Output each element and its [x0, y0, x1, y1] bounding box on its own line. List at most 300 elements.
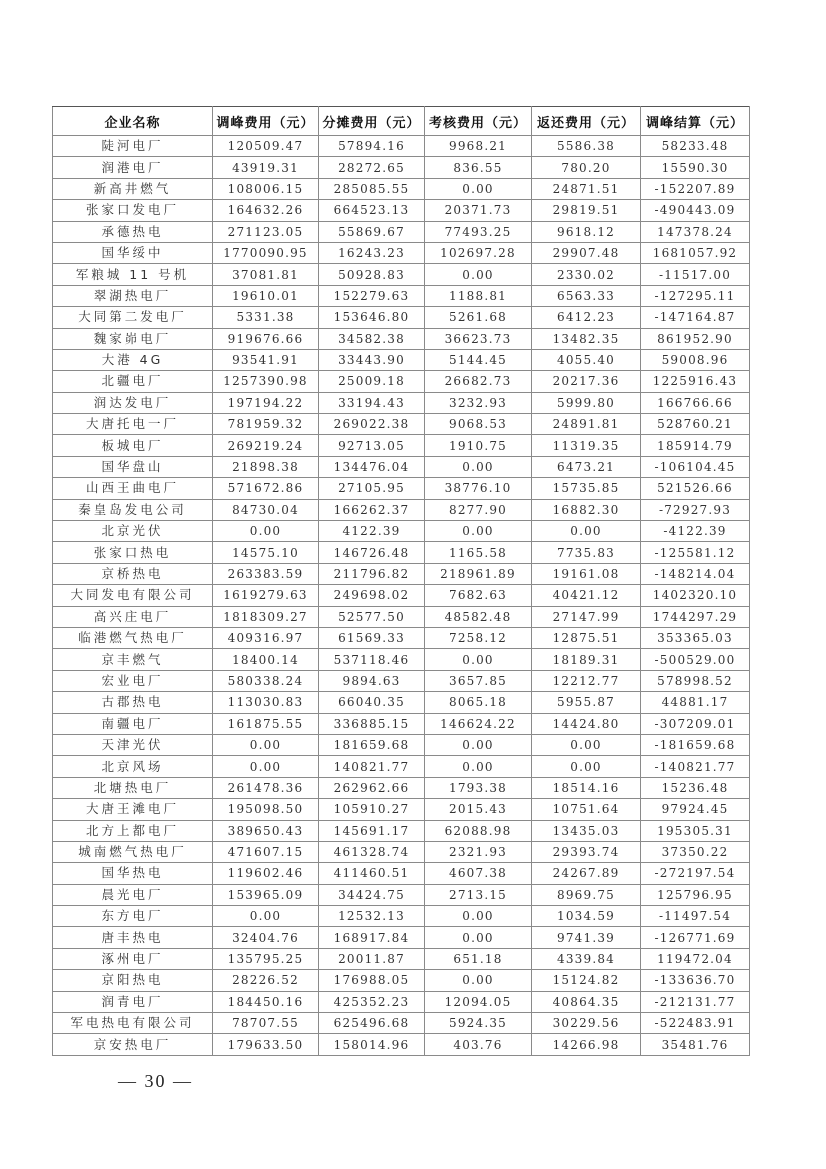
cell-peak-settlement: 35481.76 [641, 1034, 750, 1055]
cell-peak-settlement: -500529.00 [641, 649, 750, 670]
table-row [53, 692, 750, 713]
cell-share-fee: 57894.16 [319, 136, 425, 157]
table-row [53, 948, 750, 969]
cell-peak-fee: 409316.97 [213, 627, 319, 648]
cell-refund-fee: 12212.77 [532, 670, 641, 691]
cell-share-fee: 425352.23 [319, 991, 425, 1012]
cell-share-fee: 61569.33 [319, 627, 425, 648]
cell-peak-settlement: 195305.31 [641, 820, 750, 841]
cell-refund-fee: 16882.30 [532, 499, 641, 520]
cell-share-fee: 34582.38 [319, 328, 425, 349]
cell-peak-settlement: 119472.04 [641, 948, 750, 969]
cell-refund-fee: 5999.80 [532, 392, 641, 413]
cell-company-name: 北京光伏 [53, 521, 213, 542]
cell-assessment-fee: 8065.18 [425, 692, 532, 713]
cell-share-fee: 33194.43 [319, 392, 425, 413]
table-header-row [53, 107, 750, 136]
cell-refund-fee: 0.00 [532, 734, 641, 755]
cell-assessment-fee: 8277.90 [425, 499, 532, 520]
cell-refund-fee: 4055.40 [532, 349, 641, 370]
cell-peak-fee: 113030.83 [213, 692, 319, 713]
cell-assessment-fee: 1910.75 [425, 435, 532, 456]
cell-company-name: 大唐托电一厂 [53, 414, 213, 435]
cell-share-fee: 625496.68 [319, 1013, 425, 1034]
table-row [53, 713, 750, 734]
cell-peak-settlement: 58233.48 [641, 136, 750, 157]
table-row [53, 521, 750, 542]
page-number: — 30 — [118, 1071, 193, 1091]
cell-peak-settlement: -272197.54 [641, 863, 750, 884]
cell-peak-settlement: -127295.11 [641, 285, 750, 306]
table-row [53, 1013, 750, 1034]
table-row [53, 777, 750, 798]
table-row [53, 264, 750, 285]
cell-share-fee: 285085.55 [319, 178, 425, 199]
cell-company-name: 宏业电厂 [53, 670, 213, 691]
cell-refund-fee: 29819.51 [532, 200, 641, 221]
cell-assessment-fee: 20371.73 [425, 200, 532, 221]
cell-share-fee: 20011.87 [319, 948, 425, 969]
table-row [53, 499, 750, 520]
cell-peak-fee: 197194.22 [213, 392, 319, 413]
cell-peak-fee: 0.00 [213, 756, 319, 777]
cell-peak-fee: 389650.43 [213, 820, 319, 841]
cell-company-name: 大同发电有限公司 [53, 585, 213, 606]
cell-peak-fee: 108006.15 [213, 178, 319, 199]
cell-share-fee: 52577.50 [319, 606, 425, 627]
table-row [53, 820, 750, 841]
cell-assessment-fee: 5261.68 [425, 307, 532, 328]
cell-share-fee: 145691.17 [319, 820, 425, 841]
cell-assessment-fee: 1165.58 [425, 542, 532, 563]
settlement-table [52, 106, 750, 1056]
cell-peak-fee: 135795.25 [213, 948, 319, 969]
cell-peak-settlement: 147378.24 [641, 221, 750, 242]
cell-share-fee: 168917.84 [319, 927, 425, 948]
cell-company-name: 张家口发电厂 [53, 200, 213, 221]
table-row [53, 414, 750, 435]
cell-peak-fee: 269219.24 [213, 435, 319, 456]
cell-refund-fee: 0.00 [532, 756, 641, 777]
cell-peak-settlement: -181659.68 [641, 734, 750, 755]
cell-assessment-fee: 48582.48 [425, 606, 532, 627]
cell-share-fee: 249698.02 [319, 585, 425, 606]
cell-share-fee: 4122.39 [319, 521, 425, 542]
cell-peak-settlement: 1225916.43 [641, 371, 750, 392]
cell-share-fee: 50928.83 [319, 264, 425, 285]
cell-company-name: 北塘热电厂 [53, 777, 213, 798]
table-row [53, 756, 750, 777]
cell-share-fee: 34424.75 [319, 884, 425, 905]
cell-assessment-fee: 26682.73 [425, 371, 532, 392]
cell-peak-settlement: 1681057.92 [641, 242, 750, 263]
cell-company-name: 临港燃气热电厂 [53, 627, 213, 648]
cell-refund-fee: 24871.51 [532, 178, 641, 199]
cell-peak-fee: 1257390.98 [213, 371, 319, 392]
table-row [53, 136, 750, 157]
cell-peak-fee: 261478.36 [213, 777, 319, 798]
cell-peak-fee: 0.00 [213, 906, 319, 927]
cell-assessment-fee: 12094.05 [425, 991, 532, 1012]
cell-company-name: 京阳热电 [53, 970, 213, 991]
cell-assessment-fee: 403.76 [425, 1034, 532, 1055]
cell-peak-fee: 19610.01 [213, 285, 319, 306]
cell-assessment-fee: 0.00 [425, 970, 532, 991]
table-row [53, 991, 750, 1012]
cell-share-fee: 9894.63 [319, 670, 425, 691]
cell-peak-settlement: -72927.93 [641, 499, 750, 520]
cell-company-name: 唐丰热电 [53, 927, 213, 948]
cell-peak-settlement: 521526.66 [641, 478, 750, 499]
cell-company-name: 承德热电 [53, 221, 213, 242]
cell-assessment-fee: 2713.15 [425, 884, 532, 905]
cell-company-name: 高兴庄电厂 [53, 606, 213, 627]
cell-company-name: 天津光伏 [53, 734, 213, 755]
cell-peak-fee: 195098.50 [213, 799, 319, 820]
cell-company-name: 京安热电厂 [53, 1034, 213, 1055]
cell-peak-fee: 781959.32 [213, 414, 319, 435]
cell-refund-fee: 14266.98 [532, 1034, 641, 1055]
cell-assessment-fee: 9068.53 [425, 414, 532, 435]
cell-company-name: 大唐王滩电厂 [53, 799, 213, 820]
cell-peak-settlement: -106104.45 [641, 456, 750, 477]
cell-company-name: 北京风场 [53, 756, 213, 777]
cell-peak-fee: 164632.26 [213, 200, 319, 221]
cell-company-name: 陡河电厂 [53, 136, 213, 157]
cell-peak-settlement: 1744297.29 [641, 606, 750, 627]
cell-assessment-fee: 146624.22 [425, 713, 532, 734]
cell-refund-fee: 9618.12 [532, 221, 641, 242]
cell-company-name: 北方上都电厂 [53, 820, 213, 841]
cell-peak-settlement: -307209.01 [641, 713, 750, 734]
cell-peak-fee: 28226.52 [213, 970, 319, 991]
cell-assessment-fee: 102697.28 [425, 242, 532, 263]
cell-company-name: 晨光电厂 [53, 884, 213, 905]
cell-peak-fee: 919676.66 [213, 328, 319, 349]
cell-peak-fee: 0.00 [213, 734, 319, 755]
cell-refund-fee: 780.20 [532, 157, 641, 178]
cell-peak-fee: 1619279.63 [213, 585, 319, 606]
table-row [53, 884, 750, 905]
table-row [53, 157, 750, 178]
header-peak-settlement: 调峰结算（元） [641, 107, 750, 136]
cell-share-fee: 262962.66 [319, 777, 425, 798]
cell-peak-settlement: -522483.91 [641, 1013, 750, 1034]
cell-company-name: 国华盘山 [53, 456, 213, 477]
cell-peak-settlement: 861952.90 [641, 328, 750, 349]
table-row [53, 927, 750, 948]
cell-peak-settlement: -152207.89 [641, 178, 750, 199]
cell-share-fee: 411460.51 [319, 863, 425, 884]
cell-peak-settlement: -125581.12 [641, 542, 750, 563]
cell-refund-fee: 6412.23 [532, 307, 641, 328]
cell-peak-fee: 21898.38 [213, 456, 319, 477]
table-row [53, 200, 750, 221]
table-row [53, 585, 750, 606]
cell-share-fee: 66040.35 [319, 692, 425, 713]
cell-peak-settlement: -490443.09 [641, 200, 750, 221]
cell-refund-fee: 13482.35 [532, 328, 641, 349]
table-row [53, 178, 750, 199]
cell-assessment-fee: 2321.93 [425, 841, 532, 862]
table-row [53, 563, 750, 584]
cell-company-name: 北疆电厂 [53, 371, 213, 392]
cell-assessment-fee: 0.00 [425, 264, 532, 285]
cell-refund-fee: 40864.35 [532, 991, 641, 1012]
cell-assessment-fee: 62088.98 [425, 820, 532, 841]
cell-company-name: 秦皇岛发电公司 [53, 499, 213, 520]
cell-assessment-fee: 0.00 [425, 906, 532, 927]
cell-refund-fee: 4339.84 [532, 948, 641, 969]
table-row [53, 349, 750, 370]
cell-refund-fee: 30229.56 [532, 1013, 641, 1034]
cell-assessment-fee: 651.18 [425, 948, 532, 969]
cell-company-name: 军电热电有限公司 [53, 1013, 213, 1034]
cell-refund-fee: 19161.08 [532, 563, 641, 584]
table-row [53, 734, 750, 755]
cell-refund-fee: 40421.12 [532, 585, 641, 606]
cell-company-name: 魏家峁电厂 [53, 328, 213, 349]
table-row [53, 371, 750, 392]
cell-peak-fee: 471607.15 [213, 841, 319, 862]
cell-share-fee: 664523.13 [319, 200, 425, 221]
table-row [53, 392, 750, 413]
cell-assessment-fee: 5144.45 [425, 349, 532, 370]
cell-peak-settlement: -4122.39 [641, 521, 750, 542]
cell-refund-fee: 5586.38 [532, 136, 641, 157]
cell-peak-fee: 161875.55 [213, 713, 319, 734]
cell-share-fee: 105910.27 [319, 799, 425, 820]
table-row [53, 1034, 750, 1055]
cell-peak-settlement: 578998.52 [641, 670, 750, 691]
cell-assessment-fee: 7258.12 [425, 627, 532, 648]
cell-peak-fee: 32404.76 [213, 927, 319, 948]
cell-refund-fee: 15124.82 [532, 970, 641, 991]
cell-assessment-fee: 0.00 [425, 456, 532, 477]
header-share-fee: 分摊费用（元） [319, 107, 425, 136]
cell-peak-settlement: -148214.04 [641, 563, 750, 584]
header-peak-fee: 调峰费用（元） [213, 107, 319, 136]
table-row [53, 906, 750, 927]
cell-refund-fee: 9741.39 [532, 927, 641, 948]
cell-refund-fee: 5955.87 [532, 692, 641, 713]
table-row [53, 841, 750, 862]
cell-refund-fee: 13435.03 [532, 820, 641, 841]
cell-peak-fee: 93541.91 [213, 349, 319, 370]
cell-refund-fee: 27147.99 [532, 606, 641, 627]
table-row [53, 799, 750, 820]
cell-assessment-fee: 218961.89 [425, 563, 532, 584]
cell-share-fee: 25009.18 [319, 371, 425, 392]
cell-share-fee: 92713.05 [319, 435, 425, 456]
header-refund-fee: 返还费用（元） [532, 107, 641, 136]
cell-refund-fee: 0.00 [532, 521, 641, 542]
cell-assessment-fee: 7682.63 [425, 585, 532, 606]
cell-company-name: 京丰燃气 [53, 649, 213, 670]
cell-peak-settlement: 97924.45 [641, 799, 750, 820]
table-row [53, 285, 750, 306]
cell-share-fee: 153646.80 [319, 307, 425, 328]
cell-refund-fee: 8969.75 [532, 884, 641, 905]
cell-peak-fee: 43919.31 [213, 157, 319, 178]
cell-peak-settlement: 166766.66 [641, 392, 750, 413]
table-row [53, 328, 750, 349]
cell-refund-fee: 18514.16 [532, 777, 641, 798]
cell-assessment-fee: 1793.38 [425, 777, 532, 798]
cell-company-name: 军粮城 11 号机 [53, 264, 213, 285]
cell-share-fee: 12532.13 [319, 906, 425, 927]
cell-peak-settlement: -11517.00 [641, 264, 750, 285]
cell-peak-fee: 78707.55 [213, 1013, 319, 1034]
cell-peak-fee: 1818309.27 [213, 606, 319, 627]
cell-peak-settlement: 59008.96 [641, 349, 750, 370]
cell-company-name: 南疆电厂 [53, 713, 213, 734]
table-row [53, 456, 750, 477]
cell-assessment-fee: 4607.38 [425, 863, 532, 884]
cell-peak-settlement: -126771.69 [641, 927, 750, 948]
cell-peak-settlement: 15236.48 [641, 777, 750, 798]
cell-assessment-fee: 5924.35 [425, 1013, 532, 1034]
table-row [53, 478, 750, 499]
cell-peak-settlement: 15590.30 [641, 157, 750, 178]
table-body [53, 136, 750, 1056]
table-row [53, 670, 750, 691]
cell-share-fee: 181659.68 [319, 734, 425, 755]
cell-share-fee: 537118.46 [319, 649, 425, 670]
cell-share-fee: 146726.48 [319, 542, 425, 563]
cell-share-fee: 55869.67 [319, 221, 425, 242]
cell-refund-fee: 11319.35 [532, 435, 641, 456]
cell-company-name: 古郡热电 [53, 692, 213, 713]
table-row [53, 221, 750, 242]
cell-assessment-fee: 3232.93 [425, 392, 532, 413]
cell-peak-fee: 14575.10 [213, 542, 319, 563]
cell-company-name: 板城电厂 [53, 435, 213, 456]
cell-company-name: 国华热电 [53, 863, 213, 884]
cell-peak-fee: 263383.59 [213, 563, 319, 584]
cell-peak-settlement: 185914.79 [641, 435, 750, 456]
cell-share-fee: 134476.04 [319, 456, 425, 477]
cell-assessment-fee: 36623.73 [425, 328, 532, 349]
table-row [53, 242, 750, 263]
cell-assessment-fee: 3657.85 [425, 670, 532, 691]
cell-peak-fee: 84730.04 [213, 499, 319, 520]
cell-refund-fee: 7735.83 [532, 542, 641, 563]
cell-share-fee: 336885.15 [319, 713, 425, 734]
cell-peak-fee: 580338.24 [213, 670, 319, 691]
cell-refund-fee: 15735.85 [532, 478, 641, 499]
cell-assessment-fee: 9968.21 [425, 136, 532, 157]
table-row [53, 542, 750, 563]
cell-peak-settlement: 528760.21 [641, 414, 750, 435]
cell-share-fee: 28272.65 [319, 157, 425, 178]
cell-share-fee: 461328.74 [319, 841, 425, 862]
cell-company-name: 润港电厂 [53, 157, 213, 178]
header-assessment-fee: 考核费用（元） [425, 107, 532, 136]
cell-assessment-fee: 0.00 [425, 649, 532, 670]
header-company-name: 企业名称 [53, 107, 213, 136]
cell-peak-fee: 571672.86 [213, 478, 319, 499]
cell-peak-fee: 120509.47 [213, 136, 319, 157]
cell-peak-settlement: -11497.54 [641, 906, 750, 927]
cell-refund-fee: 29907.48 [532, 242, 641, 263]
cell-refund-fee: 2330.02 [532, 264, 641, 285]
cell-peak-settlement: -212131.77 [641, 991, 750, 1012]
cell-share-fee: 152279.63 [319, 285, 425, 306]
cell-company-name: 润青电厂 [53, 991, 213, 1012]
cell-peak-settlement: -133636.70 [641, 970, 750, 991]
table-row [53, 627, 750, 648]
cell-peak-fee: 37081.81 [213, 264, 319, 285]
cell-peak-settlement: 37350.22 [641, 841, 750, 862]
cell-share-fee: 27105.95 [319, 478, 425, 499]
cell-refund-fee: 20217.36 [532, 371, 641, 392]
cell-assessment-fee: 2015.43 [425, 799, 532, 820]
cell-share-fee: 176988.05 [319, 970, 425, 991]
cell-share-fee: 269022.38 [319, 414, 425, 435]
cell-share-fee: 33443.90 [319, 349, 425, 370]
cell-peak-fee: 1770090.95 [213, 242, 319, 263]
table-row [53, 970, 750, 991]
cell-assessment-fee: 0.00 [425, 521, 532, 542]
cell-company-name: 城南燃气热电厂 [53, 841, 213, 862]
cell-share-fee: 211796.82 [319, 563, 425, 584]
cell-share-fee: 16243.23 [319, 242, 425, 263]
cell-peak-fee: 179633.50 [213, 1034, 319, 1055]
cell-share-fee: 166262.37 [319, 499, 425, 520]
cell-company-name: 新高井燃气 [53, 178, 213, 199]
cell-assessment-fee: 0.00 [425, 756, 532, 777]
cell-share-fee: 140821.77 [319, 756, 425, 777]
cell-peak-settlement: 44881.17 [641, 692, 750, 713]
cell-assessment-fee: 0.00 [425, 178, 532, 199]
table-row [53, 435, 750, 456]
cell-peak-fee: 119602.46 [213, 863, 319, 884]
cell-company-name: 东方电厂 [53, 906, 213, 927]
cell-peak-settlement: 1402320.10 [641, 585, 750, 606]
cell-refund-fee: 18189.31 [532, 649, 641, 670]
cell-refund-fee: 12875.51 [532, 627, 641, 648]
table-row [53, 606, 750, 627]
table-row [53, 307, 750, 328]
cell-peak-fee: 184450.16 [213, 991, 319, 1012]
cell-peak-settlement: 125796.95 [641, 884, 750, 905]
cell-company-name: 大港 4G [53, 349, 213, 370]
cell-company-name: 山西王曲电厂 [53, 478, 213, 499]
cell-refund-fee: 6473.21 [532, 456, 641, 477]
cell-company-name: 张家口热电 [53, 542, 213, 563]
cell-refund-fee: 14424.80 [532, 713, 641, 734]
table-row [53, 649, 750, 670]
cell-share-fee: 158014.96 [319, 1034, 425, 1055]
cell-company-name: 国华绥中 [53, 242, 213, 263]
cell-peak-fee: 18400.14 [213, 649, 319, 670]
cell-assessment-fee: 1188.81 [425, 285, 532, 306]
cell-peak-settlement: -140821.77 [641, 756, 750, 777]
cell-peak-settlement: 353365.03 [641, 627, 750, 648]
cell-assessment-fee: 836.55 [425, 157, 532, 178]
cell-peak-fee: 153965.09 [213, 884, 319, 905]
cell-company-name: 翠湖热电厂 [53, 285, 213, 306]
cell-assessment-fee: 38776.10 [425, 478, 532, 499]
cell-company-name: 京桥热电 [53, 563, 213, 584]
cell-peak-fee: 271123.05 [213, 221, 319, 242]
cell-company-name: 润达发电厂 [53, 392, 213, 413]
cell-refund-fee: 29393.74 [532, 841, 641, 862]
cell-company-name: 涿州电厂 [53, 948, 213, 969]
cell-refund-fee: 24267.89 [532, 863, 641, 884]
cell-refund-fee: 6563.33 [532, 285, 641, 306]
